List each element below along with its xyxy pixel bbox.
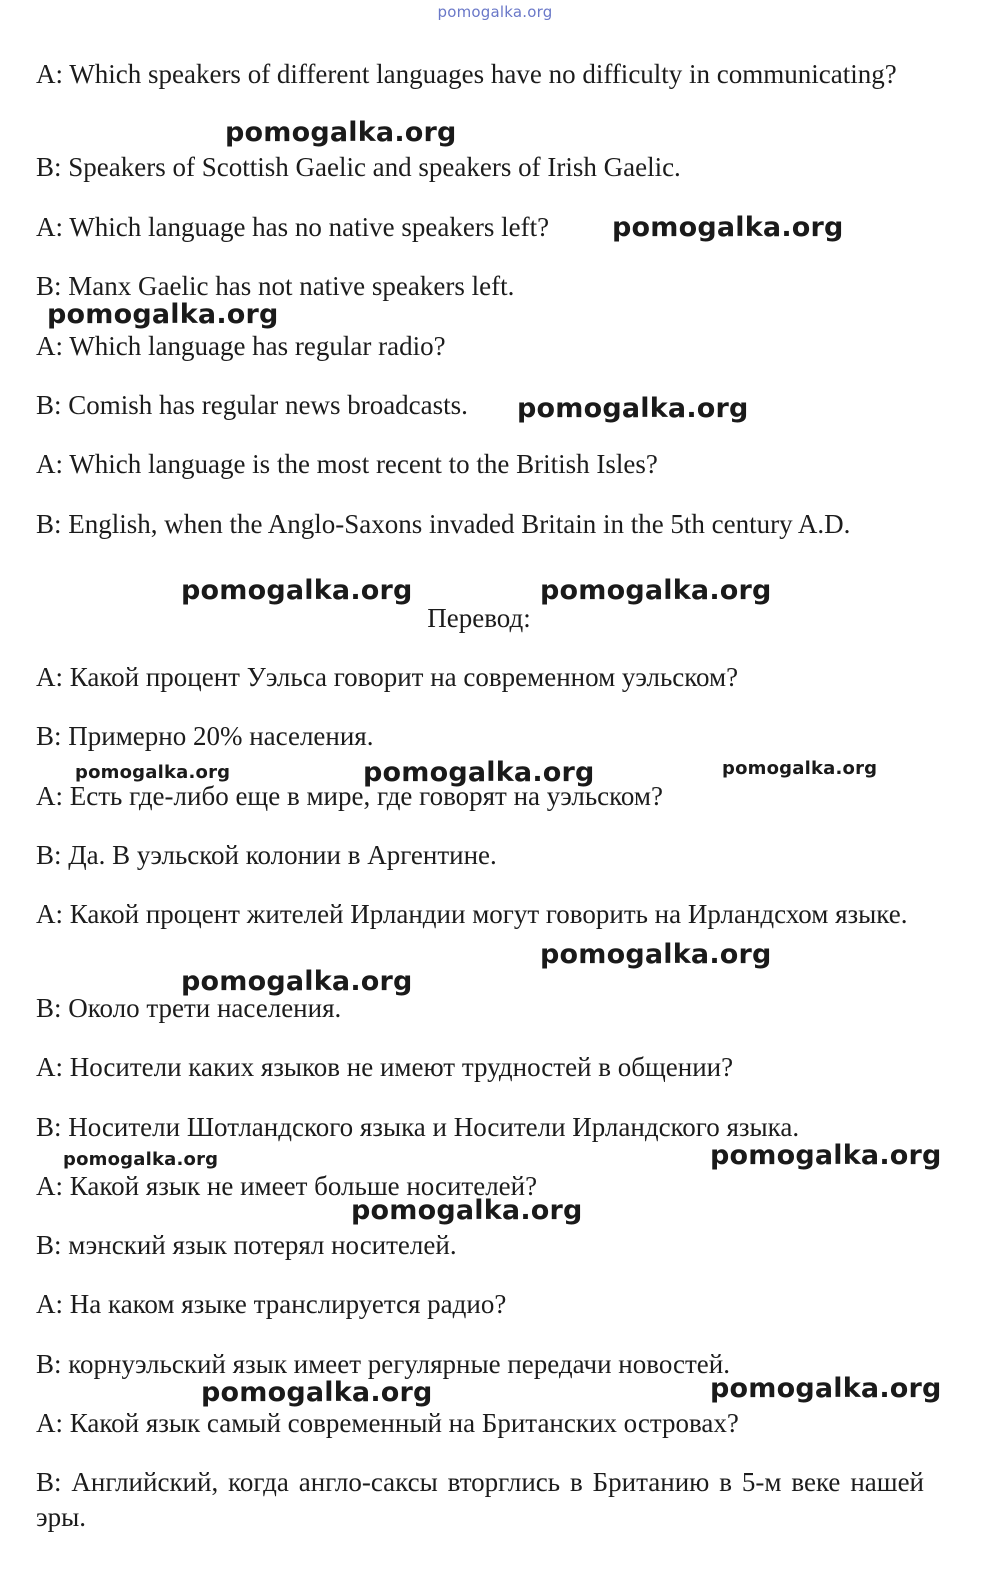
dialogue-line: В: Примерно 20% населения. <box>36 721 374 751</box>
watermark-text: pomogalka.org <box>47 299 279 330</box>
watermark-text: pomogalka.org <box>363 757 595 788</box>
watermark-text: pomogalka.org <box>181 966 413 997</box>
dialogue-line: B: English, when the Anglo-Saxons invaded Britain in the 5th century A.D. <box>36 509 851 539</box>
watermark-text: pomogalka.org <box>517 393 749 424</box>
dialogue-line: В: мэнский язык потерял носителей. <box>36 1230 457 1260</box>
watermark-text: pomogalka.org <box>540 575 772 606</box>
watermark-text: pomogalka.org <box>181 575 413 606</box>
watermark-text: pomogalka.org <box>75 762 231 783</box>
dialogue-line: A: Which speakers of different languages have no difficulty in communicating? <box>36 59 897 89</box>
dialogue-line: A: Which language has regular radio? <box>36 331 446 361</box>
dialogue-line: А: Есть где-либо еще в мире, где говорят на уэльском? <box>36 781 663 811</box>
dialogue-line: В: Носители Шотландского языка и Носители Ирландского языка. <box>36 1112 800 1142</box>
dialogue-line: A: Which language has no native speakers left? <box>36 212 550 242</box>
dialogue-line: А: Какой процент жителей Ирландии могут говорить на Ирландсхом языке. <box>36 899 908 929</box>
dialogue-line: В: Да. В уэльской колонии в Аргентине. <box>36 840 497 870</box>
watermark-text: pomogalka.org <box>710 1373 942 1404</box>
watermark-text: pomogalka.org <box>201 1377 433 1408</box>
dialogue-line: А: Какой процент Уэльса говорит на современном уэльском? <box>36 662 739 692</box>
watermark-text: pomogalka.org <box>612 212 844 243</box>
top-watermark: pomogalka.org <box>437 3 553 21</box>
dialogue-line: В: Английский, когда англо-саксы вторглись в Британию в 5-м веке нашей эры. <box>36 1467 924 1532</box>
dialogue-line: B: Manx Gaelic has not native speakers left. <box>36 271 515 301</box>
watermark-text: pomogalka.org <box>540 939 772 970</box>
dialogue-line: А: Носители каких языков не имеют трудностей в общении? <box>36 1052 734 1082</box>
watermark-text: pomogalka.org <box>710 1140 942 1171</box>
dialogue-line: B: Speakers of Scottish Gaelic and speakers of Irish Gaelic. <box>36 152 681 182</box>
dialogue-line: А: На каком языке транслируется радио? <box>36 1289 507 1319</box>
dialogue-line: В: Около трети населения. <box>36 993 342 1023</box>
watermark-text: pomogalka.org <box>225 117 457 148</box>
dialogue-line: A: Which language is the most recent to the British Isles? <box>36 449 658 479</box>
dialogue-line: B: Comish has regular news broadcasts. <box>36 390 468 420</box>
watermark-text: pomogalka.org <box>722 758 878 779</box>
translation-heading: Перевод: <box>427 603 531 633</box>
dialogue-line: В: корнуэльский язык имеет регулярные передачи новостей. <box>36 1349 730 1379</box>
dialogue-line: А: Какой язык самый современный на Британских островах? <box>36 1408 739 1438</box>
watermark-text: pomogalka.org <box>63 1149 219 1170</box>
dialogue-line: А: Какой язык не имеет больше носителей? <box>36 1171 538 1201</box>
watermark-text: pomogalka.org <box>351 1195 583 1226</box>
